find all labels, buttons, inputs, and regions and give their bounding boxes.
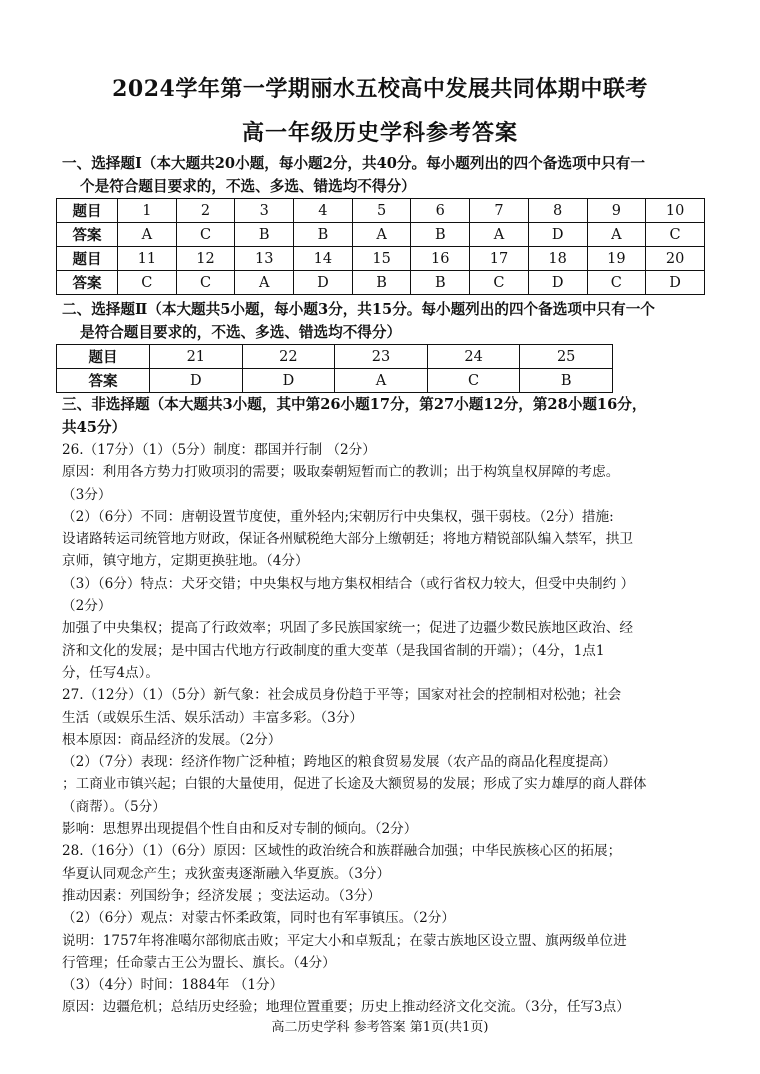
answer-line: 28.（16分）（1）（6分）原因：区域性的政治统合和族群融合加强；中华民族核心区的拓展； xyxy=(62,843,622,860)
question-cell: 7 xyxy=(470,199,529,223)
answer-cell: B xyxy=(411,223,470,247)
answer-line: （3分） xyxy=(62,486,112,503)
question-cell: 9 xyxy=(587,199,646,223)
answer-line: 分，任写4点）。 xyxy=(62,664,160,681)
question-cell: 18 xyxy=(528,247,587,271)
row-label: 题目 xyxy=(57,247,118,271)
choice-table-1 xyxy=(56,198,705,295)
table-row xyxy=(57,345,613,369)
answer-cell: D xyxy=(528,223,587,247)
answer-line: 27.（12分）（1）（5分）新气象：社会成员身份趋于平等；国家对社会的控制相对松弛；社会 xyxy=(62,687,622,704)
question-cell: 17 xyxy=(470,247,529,271)
answer-cell: A xyxy=(235,271,294,295)
exam-title: 2024学年第一学期丽水五校高中发展共同体期中联考 xyxy=(112,76,648,102)
answer-cell: A xyxy=(118,223,177,247)
answer-key-title: 高一年级历史学科参考答案 xyxy=(241,120,518,146)
answer-line: 加强了中央集权；提高了行政效率；巩固了多民族国家统一；促进了边疆少数民族地区政治、经 xyxy=(62,620,633,637)
answer-line: （3）（6分）特点：犬牙交错；中央集权与地方集权相结合（或行省权力较大，但受中央制约 ） xyxy=(62,575,635,592)
row-label: 答案 xyxy=(57,223,118,247)
question-cell: 10 xyxy=(646,199,705,223)
answer-cell: C xyxy=(427,369,520,393)
question-cell: 6 xyxy=(411,199,470,223)
answer-line: （2分） xyxy=(62,598,112,615)
answer-line: 设诸路转运司统管地方财政，保证各州赋税绝大部分上缴朝廷；将地方精锐部队编入禁军，拱卫 xyxy=(62,531,633,548)
answer-cell: B xyxy=(352,271,411,295)
answer-cell: B xyxy=(520,369,613,393)
answer-line: 原因：利用各方势力打败项羽的需要；吸取秦朝短暂而亡的教训；出于构筑皇权屏障的考虑。 xyxy=(62,464,620,481)
answer-line: 京师，镇守地方，定期更换驻地。（4分） xyxy=(62,553,309,570)
answer-cell: C xyxy=(118,271,177,295)
question-cell: 20 xyxy=(646,247,705,271)
answer-cell: A xyxy=(470,223,529,247)
question-cell: 15 xyxy=(352,247,411,271)
table-row xyxy=(57,223,705,247)
answer-cell: C xyxy=(646,223,705,247)
answer-cell: D xyxy=(150,369,243,393)
question-cell: 22 xyxy=(242,345,335,369)
table-row xyxy=(57,271,705,295)
answer-cell: A xyxy=(587,223,646,247)
answer-line: 推动因素：列国纷争；经济发展 ；变法运动。（3分） xyxy=(62,887,381,904)
question-cell: 25 xyxy=(520,345,613,369)
answer-line: 26.（17分）（1）（5分）制度：郡国并行制 （2分） xyxy=(62,442,376,458)
answer-cell: B xyxy=(235,223,294,247)
choice-table-2 xyxy=(56,344,613,393)
answer-line: （商帮）。（5分） xyxy=(62,798,166,815)
answer-line: 根本原因：商品经济的发展。（2分） xyxy=(62,731,282,748)
question-cell: 14 xyxy=(294,247,353,271)
row-label: 答案 xyxy=(57,271,118,295)
answer-line: ；工商业市镇兴起；白银的大量使用，促进了长途及大额贸易的发展；形成了实力雄厚的商人群体 xyxy=(62,776,647,793)
section1-heading: 一、选择题Ⅰ（本大题共20小题，每小题2分，共40分。每小题列出的四个备选项中只有一 个是符合题目要求的，不选、多选、错选均不得分） xyxy=(62,155,645,195)
answer-cell: B xyxy=(294,223,353,247)
answer-body xyxy=(62,439,712,1019)
question-cell: 8 xyxy=(528,199,587,223)
answer-line: 原因：边疆危机；总结历史经验；地理位置重要；历史上推动经济文化交流。（3分，任写3点） xyxy=(62,999,630,1016)
question-cell: 24 xyxy=(427,345,520,369)
answer-line: 华夏认同观念产生；戎狄蛮夷逐渐融入华夏族。（3分） xyxy=(62,865,391,882)
answer-cell: D xyxy=(646,271,705,295)
answer-cell: C xyxy=(587,271,646,295)
question-cell: 4 xyxy=(294,199,353,223)
answer-line: 说明：1757年将准噶尔部彻底击败；平定大小和卓叛乱；在蒙古族地区设立盟、旗两级单位进 xyxy=(62,932,627,949)
answer-cell: D xyxy=(528,271,587,295)
answer-cell: A xyxy=(352,223,411,247)
row-label: 题目 xyxy=(57,199,118,223)
question-cell: 2 xyxy=(176,199,235,223)
table-row xyxy=(57,199,705,223)
answer-line: 生活（或娱乐生活、娱乐活动）丰富多彩。（3分） xyxy=(62,709,363,726)
answer-cell: C xyxy=(176,271,235,295)
answer-cell: A xyxy=(335,369,428,393)
question-cell: 1 xyxy=(118,199,177,223)
question-cell: 19 xyxy=(587,247,646,271)
question-cell: 12 xyxy=(176,247,235,271)
question-cell: 3 xyxy=(235,199,294,223)
answer-line: 济和文化的发展；是中国古代地方行政制度的重大变革（是我国省制的开端）；（4分，1点1 xyxy=(62,642,605,659)
section3-heading: 三、非选择题（本大题共3小题，其中第26小题17分，第27小题12分，第28小题16分， 共45分） xyxy=(62,396,647,436)
row-label: 答案 xyxy=(57,369,150,393)
question-cell: 16 xyxy=(411,247,470,271)
answer-cell: C xyxy=(470,271,529,295)
page-footer: 高二历史学科 参考答案 第1页(共1页) xyxy=(271,1020,489,1035)
question-cell: 13 xyxy=(235,247,294,271)
answer-cell: C xyxy=(176,223,235,247)
question-cell: 11 xyxy=(118,247,177,271)
answer-line: （3）（4分）时间：1884年 （1分） xyxy=(62,977,284,994)
section2-heading: 二、选择题Ⅱ（本大题共5小题，每小题3分，共15分。每小题列出的四个备选项中只有一个 是符合题目要求的，不选、多选、错选均不得分） xyxy=(62,301,655,341)
answer-line: 影响：思想界出现提倡个性自由和反对专制的倾向。（2分） xyxy=(62,821,418,838)
row-label: 题目 xyxy=(57,345,150,369)
answer-line: （2）（7分）表现：经济作物广泛种植；跨地区的粮食贸易发展（农产品的商品化程度提高） xyxy=(62,754,617,771)
answer-line: （2）（6分）观点：对蒙古怀柔政策，同时也有军事镇压。（2分） xyxy=(62,910,455,927)
answer-line: （2）（6分）不同：唐朝设置节度使，重外轻内;宋朝厉行中央集权，强干弱枝。（2分）措施: xyxy=(62,508,614,525)
answer-cell: D xyxy=(242,369,335,393)
answer-line: 行管理；任命蒙古王公为盟长、旗长。（4分） xyxy=(62,954,336,971)
table-row xyxy=(57,247,705,271)
question-cell: 23 xyxy=(335,345,428,369)
table-row xyxy=(57,369,613,393)
question-cell: 5 xyxy=(352,199,411,223)
answer-cell: D xyxy=(294,271,353,295)
question-cell: 21 xyxy=(150,345,243,369)
answer-cell: B xyxy=(411,271,470,295)
